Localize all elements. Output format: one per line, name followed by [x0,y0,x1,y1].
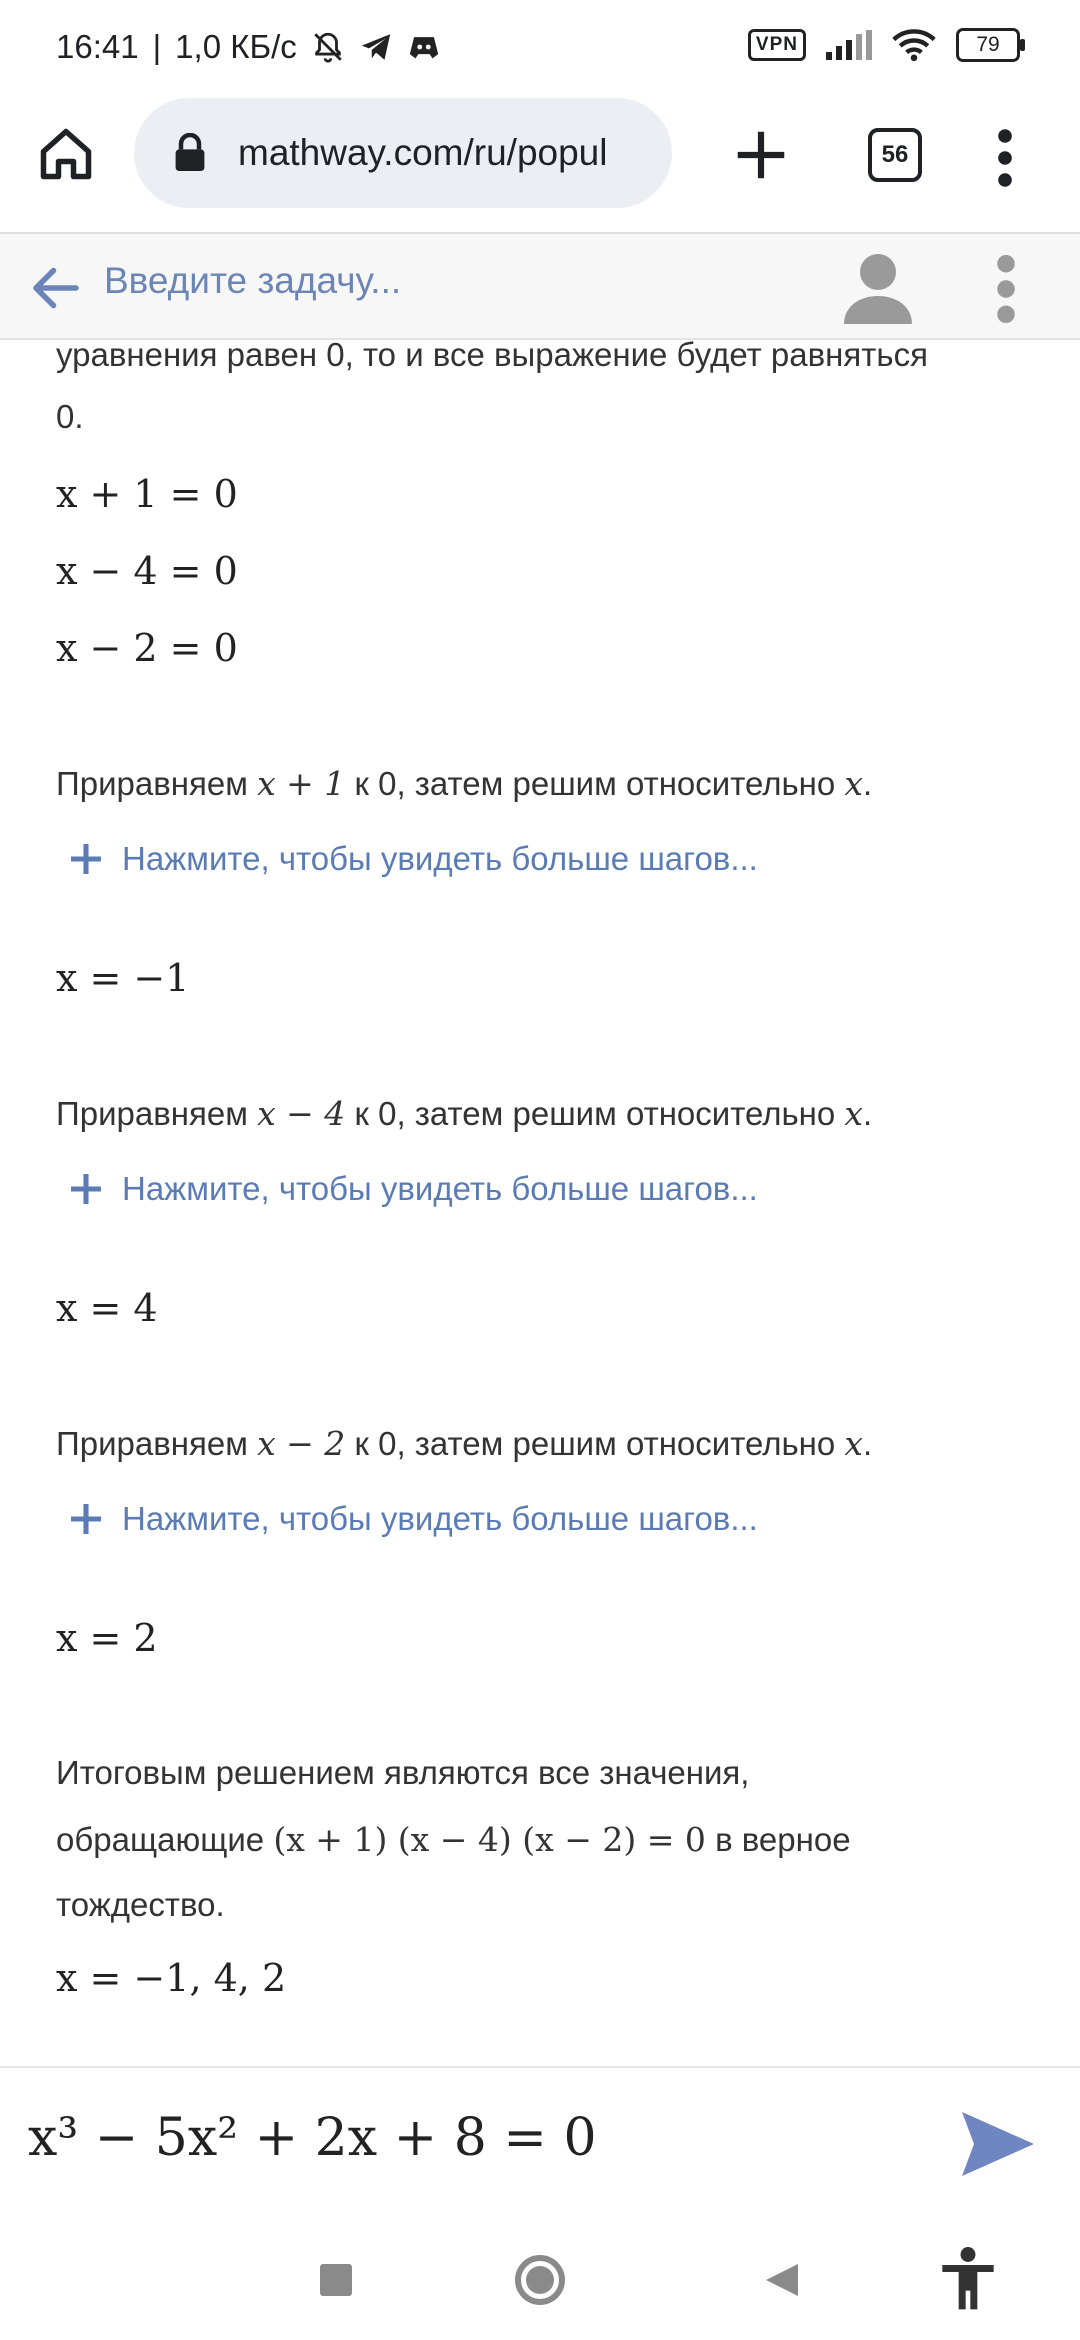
show-more-steps-link[interactable] [68,840,758,878]
telegram-icon [359,30,393,64]
show-more-steps-label: Нажмите, чтобы увидеть больше шагов... [122,1500,758,1537]
status-separator: | [152,28,162,65]
wifi-icon [892,28,936,62]
browser-menu-icon[interactable] [990,128,1020,188]
vpn-badge: VPN [748,29,806,61]
network-speed: 1,0 КБ/с [175,28,297,65]
nav-back-icon[interactable] [762,2260,802,2300]
problem-expression[interactable]: x³ − 5x² + 2x + 8 = 0 [28,2108,597,2168]
nav-home-icon[interactable] [514,2254,566,2306]
step-result: x = 2 [56,1616,158,1660]
recents-icon[interactable] [320,2264,352,2296]
more-options-icon[interactable] [994,254,1018,324]
battery-indicator: 79 [956,28,1020,62]
clock: 16:41 [56,28,139,65]
solution-content [0,336,1080,2066]
plus-icon [68,1171,104,1207]
show-more-steps-label: Нажмите, чтобы увидеть больше шагов... [122,840,758,877]
user-avatar-icon[interactable] [840,252,916,324]
discord-icon [407,30,441,64]
problem-input-bar [0,2066,1080,2214]
intro-text-line1: уравнения равен 0, то и все выражение будет равняться [56,336,928,373]
final-text-line3: тождество. [56,1886,225,1923]
system-nav-bar [0,2212,1080,2340]
step-result: x = −1 [56,956,190,1000]
home-icon[interactable] [36,124,96,184]
bell-off-icon [311,30,345,64]
lock-icon[interactable] [172,133,208,173]
show-more-steps-link[interactable] [68,1170,758,1208]
new-tab-icon[interactable] [730,124,792,186]
status-bar [0,0,1080,96]
problem-input-placeholder[interactable]: Введите задачу... [104,260,402,301]
tab-switcher-button[interactable]: 56 [868,128,922,182]
plus-icon [68,841,104,877]
send-icon[interactable] [958,2108,1038,2180]
step-description: Приравняем x + 1 к 0, затем решим относительно x. [56,764,873,803]
final-answer: x = −1, 4, 2 [56,1956,287,2000]
back-arrow-icon[interactable] [26,258,86,318]
browser-toolbar [0,96,1080,232]
plus-icon [68,1501,104,1537]
address-bar[interactable] [134,98,672,208]
accessibility-icon[interactable] [940,2246,996,2312]
mathway-header [0,232,1080,340]
step-result: x = 4 [56,1286,158,1330]
factor-equation: x − 4 = 0 [56,549,238,593]
step-description: Приравняем x − 4 к 0, затем решим относительно x. [56,1094,873,1133]
signal-icon [826,30,872,60]
url-text[interactable]: mathway.com/ru/popul [238,132,608,173]
intro-text-line2: 0. [56,398,84,435]
show-more-steps-link[interactable] [68,1500,758,1538]
factor-equation: x + 1 = 0 [56,472,238,516]
final-text-line1: Итоговым решением являются все значения, [56,1754,750,1791]
final-text-line2: обращающие (x + 1) (x − 4) (x − 2) = 0 в верное [56,1820,851,1859]
show-more-steps-label: Нажмите, чтобы увидеть больше шагов... [122,1170,758,1207]
step-description: Приравняем x − 2 к 0, затем решим относительно x. [56,1424,873,1463]
factor-equation: x − 2 = 0 [56,626,238,670]
